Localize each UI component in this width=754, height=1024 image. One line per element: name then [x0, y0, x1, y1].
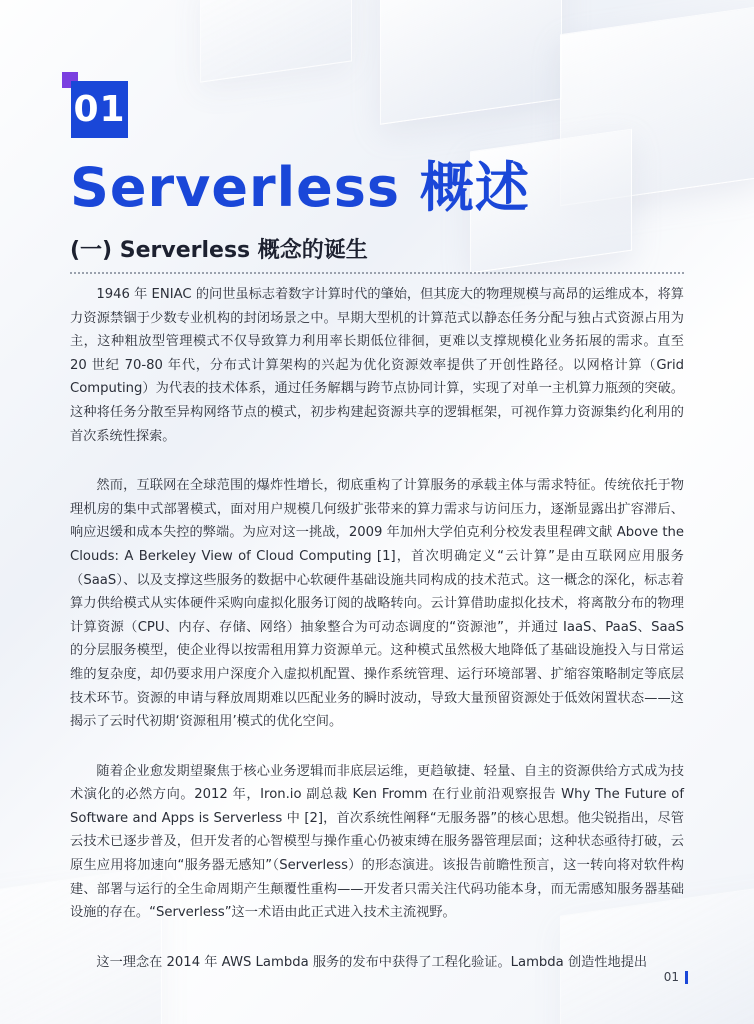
paragraph: 1946 年 ENIAC 的问世虽标志着数字计算时代的肇始，但其庞大的物理规模与高昂的运维成本，将算力资源禁锢于少数专业机构的封闭场景之中。早期大型机的计算范式以静态任务分配与独占式资源占用为主，这种粗放型管理模式不仅导致算力利用率长期低位徘徊，更难以支撑规模化业务拓展的需求。直至 20 世纪 70-80 年代，分布式计算架构的兴起为优化资源效率提供了开创性路径。以网格计算（Grid Computing）为代表的技术体系，通过任务解耦与跨节点协同计算，实现了对单一主机算力瓶颈的突破。这种将任务分散至异构网络节点的模式，初步构建起资源共享的逻辑框架，可视作算力资源集约化利用的首次系统性探索。 — [70, 287, 684, 444]
page-number: 01 — [663, 970, 679, 984]
page-footer — [664, 970, 688, 984]
page-number-bar — [685, 971, 688, 984]
chapter-title: Serverless 概述 — [70, 156, 530, 219]
chapter-number: 01 — [71, 81, 128, 138]
background-cube — [380, 0, 562, 125]
paragraph: 然而，互联网在全球范围的爆炸性增长，彻底重构了计算服务的承载主体与需求特征。传统依托于物理机房的集中式部署模式，面对用户规模几何级扩张带来的算力需求与访问压力，逐渐显露出扩容滞后、响应迟缓和成本失控的弊端。为应对这一挑战，2009 年加州大学伯克利分校发表里程碑文献 Above the Clouds: A Berkeley View of Cloud Computing [1]，首次明确定义“云计算”是由互联网应用服务（SaaS）、以及支撑这些服务的数据中心软硬件基础设施共同构成的技术范式。这一概念的深化，标志着算力供给模式从实体硬件采购向虚拟化服务订阅的战略转向。云计算借助虚拟化技术，将离散分布的物理计算资源（CPU、内存、存储、网络）抽象整合为可动态调度的“资源池”，并通过 IaaS、PaaS、SaaS 的分层服务模型，使企业得以按需租用算力资源单元。这种模式虽然极大地降低了基础设施投入与日常运维的复杂度，却仍要求用户深度介入虚拟机配置、操作系统管理、运行环境部署、扩缩容策略制定等底层技术环节。资源的申请与释放周期难以匹配业务的瞬时波动，导致大量预留资源处于低效闲置状态——这揭示了云时代初期‘资源租用’模式的优化空间。 — [70, 478, 684, 730]
background-cube — [200, 0, 352, 83]
paragraph: 这一理念在 2014 年 AWS Lambda 服务的发布中获得了工程化验证。Lambda 创造性地提出 — [96, 954, 648, 970]
section-title: (一) Serverless 概念的诞生 — [70, 238, 368, 263]
body-text — [70, 283, 684, 1000]
chapter-badge — [62, 72, 132, 142]
section-divider — [70, 272, 684, 274]
paragraph: 随着企业愈发期望聚焦于核心业务逻辑而非底层运维，更趋敏捷、轻量、自主的资源供给方式成为技术演化的必然方向。2012 年，Iron.io 副总裁 Ken Fromm 在行业前沿观察报告 Why The Future of Software and Apps is Serverless 中 [2]，首次系统性阐释“无服务器”的核心思想。他尖锐指出，尽管云技术已逐步普及，但开发者的心智模型与操作重心仍被束缚在服务器管理层面；这种状态亟待打破，云原生应用将加速向“服务器无感知”（Serverless）的形态演进。该报告前瞻性预言，这一转向将对软件构建、部署与运行的全生命周期产生颠覆性重构——开发者只需关注代码功能本身，而无需感知服务器基础设施的存在。“Serverless”这一术语由此正式进入技术主流视野。 — [70, 763, 684, 921]
